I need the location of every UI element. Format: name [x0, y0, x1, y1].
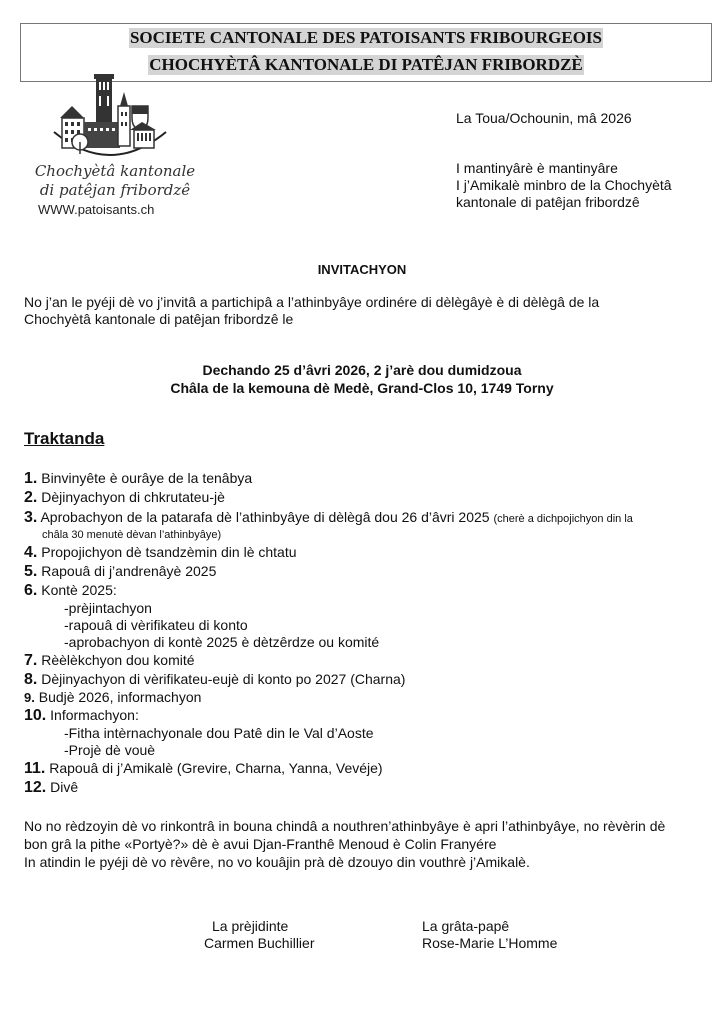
website-url: WWW.patoisants.ch — [38, 202, 155, 217]
agenda-item-number: 2. — [24, 489, 38, 506]
agenda-subitem: -rapouâ di vèrifikateu di konto — [64, 617, 248, 633]
signature-president — [204, 918, 314, 952]
agenda-item-text: Rapouâ di j’Amikalè (Grevire, Charna, Yanna, Vevéje) — [49, 760, 383, 776]
agenda-item-text: Propojichyon dè tsandzèmin din lè chtatu — [41, 544, 297, 560]
recipient-line: I j’Amikalè minbro de la Chochyètâ — [456, 177, 672, 193]
agenda-item-number: 1. — [24, 470, 38, 487]
intro-paragraph — [24, 294, 714, 328]
agenda-item-number: 4. — [24, 544, 38, 561]
recipients — [456, 160, 672, 211]
signature-name: Carmen Buchillier — [204, 935, 315, 951]
agenda-item-text: Rèèlèkchyon dou komité — [41, 652, 195, 668]
place-date: La Toua/Ochounin, mâ 2026 — [456, 110, 632, 126]
agenda-item-number: 10. — [24, 707, 47, 724]
agenda-item — [24, 581, 117, 600]
agenda-item — [24, 543, 297, 562]
society-logo — [30, 68, 200, 228]
agenda-item — [24, 469, 252, 488]
agenda-item — [24, 688, 201, 707]
agenda-item — [24, 651, 195, 670]
agenda-subitem: -Projè dè vouè — [64, 742, 156, 758]
agenda-item-text: Budjè 2026, informachyon — [38, 689, 202, 705]
closing-line: No no rèdzoyin dè vo rinkontrâ in bouna chindâ a nouthren’athinbyâye è apri l’athinbyâye, no rèvèrin dè — [24, 818, 666, 834]
agenda-item-number: 9. — [24, 690, 35, 705]
agenda-item-number: 8. — [24, 671, 38, 688]
signature-role: La prèjidinte — [212, 918, 289, 934]
signature-secretary — [422, 918, 557, 952]
agenda-item-note: (cherè a dichpojichyon din la — [493, 513, 633, 525]
agenda-item — [24, 759, 383, 778]
closing-paragraph — [24, 817, 714, 871]
closing-line: In atindin le pyéji dè vo rèvêre, no vo kouâjin prà dè dzouyo din vouthrè j’Amikalè. — [24, 854, 530, 870]
document-title: INVITACHYON — [317, 262, 407, 277]
closing-line: bon grâ la pithe «Portyè?» dè è avui Djan-Franthê Menoud è Colin Franyére — [24, 836, 497, 852]
agenda-item-text: Dèjinyachyon di chkrutateu-jè — [41, 489, 225, 505]
agenda-subitem: -Fitha intèrnachyonale dou Patê din le Val d’Aoste — [64, 725, 374, 741]
agenda-item-text: Dèjinyachyon di vèrifikateu-eujè di konto po 2027 (Charna) — [41, 671, 406, 687]
agenda-item — [24, 706, 139, 725]
recipient-line: kantonale di patêjan fribordzê — [456, 194, 640, 210]
agenda-item-text: Binvinyête è ourâye de la tenâbya — [41, 470, 253, 486]
agenda-subitem: -prèjintachyon — [64, 600, 152, 616]
agenda-item — [24, 670, 405, 689]
fribourg-cityscape-logo-icon — [50, 70, 170, 162]
agenda-item-note-continued: châla 30 menutè dèvan l’athinbyâye) — [42, 529, 222, 541]
agenda-item-number: 11. — [24, 760, 46, 777]
event-details — [0, 361, 724, 397]
agenda-item-number: 6. — [24, 582, 38, 599]
society-name-patois: CHOCHYÈTÂ KANTONALE DI PATÊJAN FRIBORDZÈ — [149, 54, 583, 74]
signature-name: Rose-Marie L’Homme — [422, 935, 558, 951]
agenda-item — [24, 778, 78, 797]
agenda-subitem: -aprobachyon di kontè 2025 è dètzêrdze ou komité — [64, 634, 380, 650]
agenda-item-number: 3. — [24, 509, 38, 526]
agenda-item — [24, 508, 633, 527]
intro-line: Chochyètâ kantonale di patêjan fribordzê le — [24, 311, 294, 327]
agenda-item-text: Informachyon: — [50, 707, 139, 723]
logo-text-stack — [30, 162, 200, 217]
agenda-item-number: 5. — [24, 563, 38, 580]
logo-text-line1: Chochyètâ kantonale — [34, 162, 196, 180]
event-location: Châla de la kemouna dè Medè, Grand-Clos 10, 1749 Torny — [170, 380, 554, 396]
society-name-french: SOCIETE CANTONALE DES PATOISANTS FRIBOURGEOIS — [129, 27, 603, 47]
recipient-line: I mantinyârè è mantinyâre — [456, 160, 618, 176]
agenda-item — [24, 488, 225, 507]
agenda-heading: Traktanda — [24, 429, 105, 448]
agenda-item-number: 12. — [24, 779, 47, 796]
agenda-item-text: Divê — [50, 779, 79, 795]
agenda-item-text: Kontè 2025: — [41, 582, 117, 598]
intro-line: No j’an le pyéji dè vo j’invitâ a partichipâ a l’athinbyâye ordinére di dèlègâyè è di dèlègâ de la — [24, 294, 600, 310]
agenda-item-text: Aprobachyon de la patarafa dè l’athinbyâye di dèlègâ dou 26 d’âvri 2025 — [40, 509, 490, 525]
signature-role: La grâta-papê — [422, 918, 510, 934]
event-date: Dechando 25 d’âvri 2026, 2 j’arè dou dumidzoua — [202, 362, 522, 378]
logo-text-line2: di patêjan fribordzê — [39, 181, 191, 199]
agenda-item-text: Rapouâ di j’andrenâyè 2025 — [41, 563, 217, 579]
agenda-item — [24, 562, 216, 581]
agenda-item-number: 7. — [24, 652, 38, 669]
